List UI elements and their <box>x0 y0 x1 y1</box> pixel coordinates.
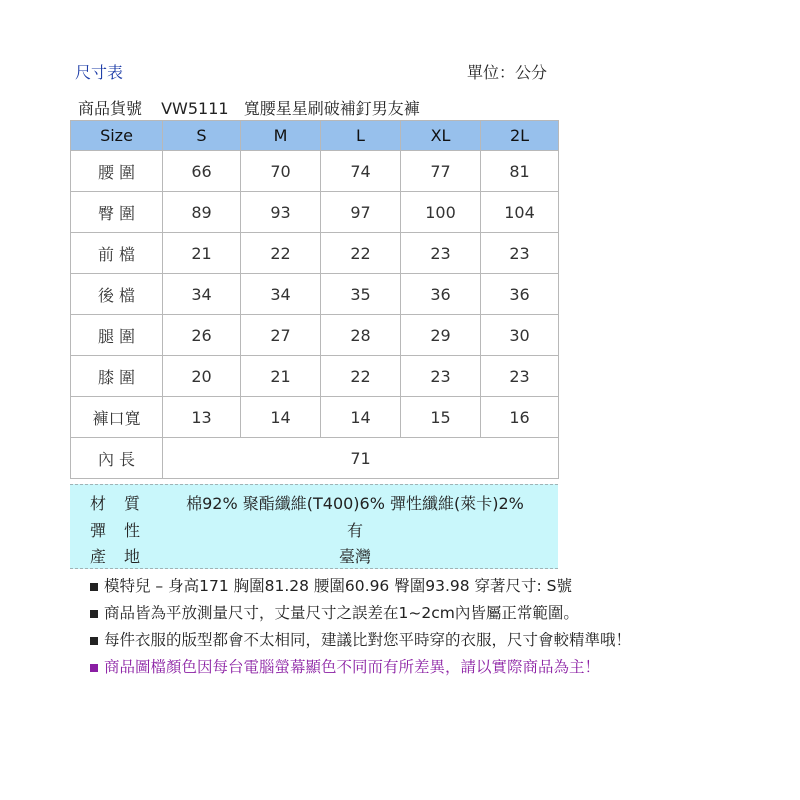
table-cell: 20 <box>163 356 241 397</box>
square-bullet-icon <box>90 583 98 591</box>
product-label: 商品貨號 <box>78 99 143 118</box>
note-text: 每件衣服的版型都會不太相同，建議比對您平時穿的衣服，尺寸會較精準哦！ <box>104 631 632 649</box>
row-label-front-rise: 前 檔 <box>71 233 163 274</box>
table-cell: 23 <box>401 233 481 274</box>
table-cell: 15 <box>401 397 481 438</box>
material-value: 棉92% 聚酯纖維(T400)6% 彈性纖維(萊卡)2% <box>186 494 524 513</box>
header-xl: XL <box>401 121 481 151</box>
table-cell: 74 <box>321 151 401 192</box>
origin-value: 臺灣 <box>338 547 371 566</box>
table-cell: 36 <box>401 274 481 315</box>
header-s: S <box>163 121 241 151</box>
size-header-row <box>71 121 559 151</box>
origin-label: 產地 <box>90 547 159 566</box>
note-text: 商品皆為平放測量尺寸，丈量尺寸之誤差在1~2cm內皆屬正常範圍。 <box>104 604 579 622</box>
table-cell: 14 <box>321 397 401 438</box>
table-cell: 66 <box>163 151 241 192</box>
table-cell: 34 <box>241 274 321 315</box>
size-table <box>70 120 559 479</box>
table-row <box>71 274 559 315</box>
table-cell: 21 <box>163 233 241 274</box>
table-cell: 28 <box>321 315 401 356</box>
fabric-info-panel <box>70 484 558 569</box>
table-cell: 22 <box>321 233 401 274</box>
table-row <box>71 233 559 274</box>
material-row <box>70 491 558 517</box>
table-cell: 23 <box>481 356 559 397</box>
table-cell: 13 <box>163 397 241 438</box>
table-cell: 89 <box>163 192 241 233</box>
origin-row <box>70 544 558 570</box>
table-row <box>71 397 559 438</box>
row-label-hem: 褲口寬 <box>71 397 163 438</box>
row-label-hip: 臀 圍 <box>71 192 163 233</box>
table-cell: 29 <box>401 315 481 356</box>
list-item <box>90 602 631 629</box>
square-bullet-icon <box>90 637 98 645</box>
inseam-value: 71 <box>163 438 559 479</box>
elasticity-value: 有 <box>346 521 363 540</box>
table-row <box>71 192 559 233</box>
elasticity-row <box>70 518 558 544</box>
row-label-thigh: 腿 圍 <box>71 315 163 356</box>
table-row <box>71 315 559 356</box>
elasticity-label: 彈性 <box>90 521 159 540</box>
table-cell: 97 <box>321 192 401 233</box>
page-title: 尺寸表 <box>75 63 124 82</box>
table-cell: 100 <box>401 192 481 233</box>
table-cell: 16 <box>481 397 559 438</box>
note-text: 商品圖檔顏色因每台電腦螢幕顯色不同而有所差異，請以實際商品為主！ <box>104 658 601 676</box>
table-row <box>71 151 559 192</box>
header-m: M <box>241 121 321 151</box>
table-cell: 36 <box>481 274 559 315</box>
table-cell: 81 <box>481 151 559 192</box>
notes-list <box>90 575 631 683</box>
table-cell: 35 <box>321 274 401 315</box>
table-row <box>71 356 559 397</box>
row-label-inseam: 內 長 <box>71 438 163 479</box>
product-line <box>78 96 420 119</box>
table-cell: 27 <box>241 315 321 356</box>
square-bullet-icon <box>90 610 98 618</box>
table-cell: 23 <box>481 233 559 274</box>
table-cell: 77 <box>401 151 481 192</box>
table-cell: 23 <box>401 356 481 397</box>
table-cell: 104 <box>481 192 559 233</box>
square-bullet-icon <box>90 664 98 672</box>
row-label-knee: 膝 圍 <box>71 356 163 397</box>
header-size: Size <box>71 121 163 151</box>
table-cell: 93 <box>241 192 321 233</box>
material-label: 材質 <box>90 494 159 513</box>
note-text: 模特兒 – 身高171 胸圍81.28 腰圍60.96 臀圍93.98 穿著尺寸: S號 <box>104 577 573 595</box>
list-item <box>90 575 631 602</box>
header-l: L <box>321 121 401 151</box>
table-cell: 30 <box>481 315 559 356</box>
row-label-waist: 腰 圍 <box>71 151 163 192</box>
table-cell: 22 <box>241 233 321 274</box>
header-2l: 2L <box>481 121 559 151</box>
table-cell: 70 <box>241 151 321 192</box>
row-label-back-rise: 後 檔 <box>71 274 163 315</box>
product-name: 寬腰星星刷破補釘男友褲 <box>243 99 420 118</box>
table-cell: 21 <box>241 356 321 397</box>
table-cell: 34 <box>163 274 241 315</box>
table-cell: 22 <box>321 356 401 397</box>
table-cell: 14 <box>241 397 321 438</box>
table-cell: 26 <box>163 315 241 356</box>
product-id: VW5111 <box>161 99 229 118</box>
unit-label: 單位：公分 <box>467 63 548 82</box>
list-item <box>90 656 631 683</box>
table-row-inseam <box>71 438 559 479</box>
list-item <box>90 629 631 656</box>
